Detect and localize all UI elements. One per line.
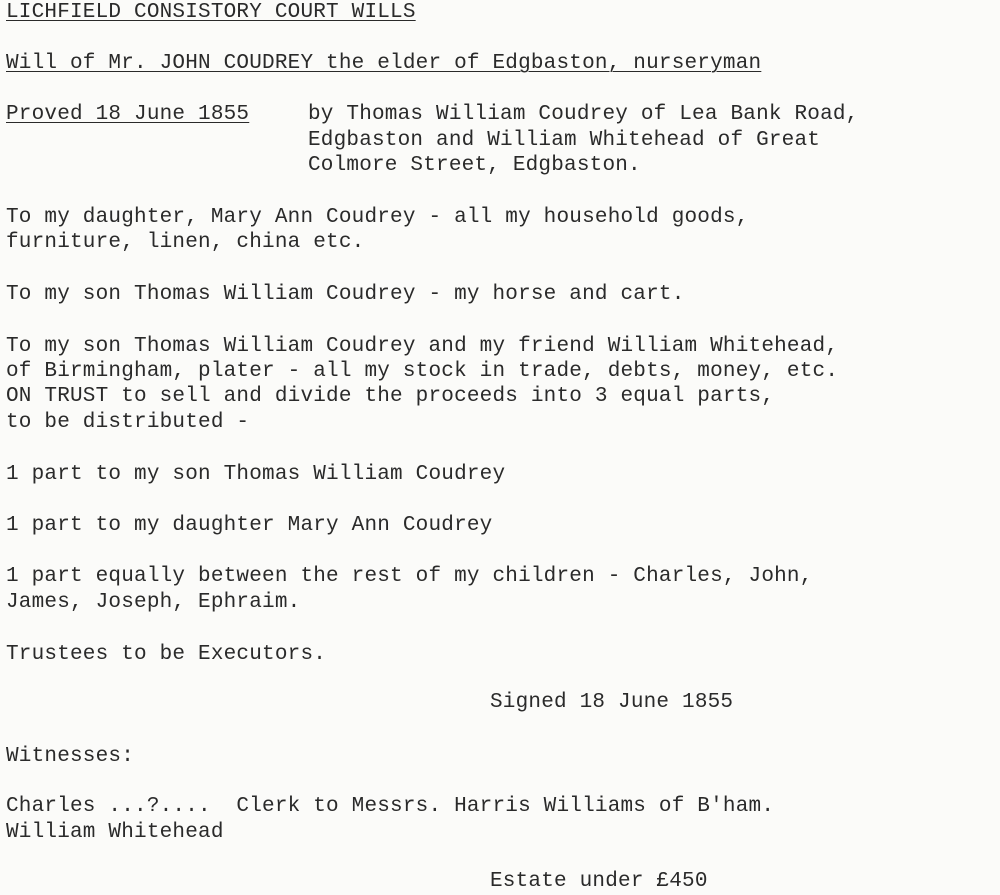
trust-line-4: to be distributed - xyxy=(6,411,250,434)
trust-line-3: ON TRUST to sell and divide the proceeds into 3 equal parts, xyxy=(6,385,775,408)
part-3-line-1: 1 part equally between the rest of my children - Charles, John, xyxy=(6,565,813,588)
heading: LICHFIELD CONSISTORY COURT WILLS xyxy=(6,1,416,24)
witness-1: Charles ...?.... Clerk to Messrs. Harris Williams of B'ham. xyxy=(6,795,775,818)
proved-line-3: Colmore Street, Edgbaston. xyxy=(308,154,641,177)
executors: Trustees to be Executors. xyxy=(6,643,327,666)
estate-value: Estate under £450 xyxy=(490,870,708,893)
bequest-daughter-line-1: To my daughter, Mary Ann Coudrey - all my household goods, xyxy=(6,206,749,229)
proved-line-1: by Thomas William Coudrey of Lea Bank Road, xyxy=(308,103,859,126)
will-title: Will of Mr. JOHN COUDREY the elder of Edgbaston, nurseryman xyxy=(6,52,762,75)
trust-line-1: To my son Thomas William Coudrey and my friend William Whitehead, xyxy=(6,335,839,358)
witness-2: William Whitehead xyxy=(6,821,224,844)
proved-line-2: Edgbaston and William Whitehead of Great xyxy=(308,129,821,152)
part-3-line-2: James, Joseph, Ephraim. xyxy=(6,591,301,614)
signed-date: Signed 18 June 1855 xyxy=(490,691,734,714)
witnesses-label: Witnesses: xyxy=(6,745,135,768)
trust-line-2: of Birmingham, plater - all my stock in trade, debts, money, etc. xyxy=(6,360,839,383)
bequest-daughter-line-2: furniture, linen, china etc. xyxy=(6,231,365,254)
part-1: 1 part to my son Thomas William Coudrey xyxy=(6,463,506,486)
proved-label: Proved 18 June 1855 xyxy=(6,103,250,126)
bequest-son: To my son Thomas William Coudrey - my horse and cart. xyxy=(6,283,685,306)
part-2: 1 part to my daughter Mary Ann Coudrey xyxy=(6,514,493,537)
